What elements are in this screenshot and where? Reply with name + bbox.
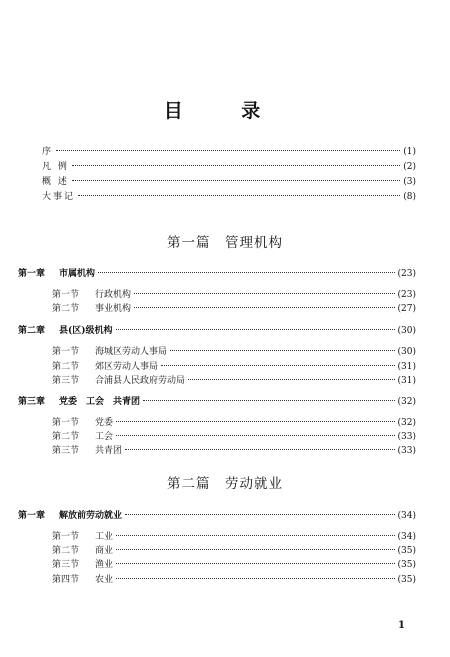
section-name: 渔业 xyxy=(95,560,114,570)
section-number: 第三节 xyxy=(52,376,80,386)
dot-leader xyxy=(143,400,394,401)
chapter-page: (32) xyxy=(397,397,416,407)
section-name: 工会 xyxy=(95,432,114,442)
toc-section xyxy=(52,361,416,373)
section-page: (33) xyxy=(397,432,416,442)
section-name: 合浦县人民政府劳动局 xyxy=(95,376,186,386)
toc-section xyxy=(52,375,416,387)
section-number: 第四节 xyxy=(52,575,80,585)
section-page: (32) xyxy=(397,418,416,428)
toc-section xyxy=(52,431,416,443)
section-number: 第二节 xyxy=(52,362,80,372)
chapter-name: 解放前劳动就业 xyxy=(59,511,123,521)
part-title: 第一篇 管理机构 xyxy=(167,235,283,251)
toc-section xyxy=(52,417,416,429)
chapter-page: (34) xyxy=(397,511,416,521)
toc-section xyxy=(52,531,416,543)
section-page: (34) xyxy=(397,532,416,542)
dot-leader xyxy=(116,549,394,550)
toc-section xyxy=(52,574,416,586)
entry-page: (2) xyxy=(403,162,416,172)
section-name: 事业机构 xyxy=(95,304,132,314)
dot-leader xyxy=(116,535,394,536)
section-name: 商业 xyxy=(95,546,114,556)
dot-leader xyxy=(125,514,394,515)
chapter-name: 县(区)级机构 xyxy=(59,326,113,336)
toc-section xyxy=(52,545,416,557)
section-number: 第二节 xyxy=(52,546,80,556)
section-page: (30) xyxy=(397,347,416,357)
toc-section xyxy=(52,346,416,358)
section-name: 工业 xyxy=(95,532,114,542)
toc-section xyxy=(52,303,416,315)
section-number: 第二节 xyxy=(52,432,80,442)
dot-leader xyxy=(98,272,394,273)
dot-leader xyxy=(72,180,400,181)
section-page: (23) xyxy=(397,290,416,300)
section-page: (35) xyxy=(397,575,416,585)
dot-leader xyxy=(72,165,400,166)
section-number: 第一节 xyxy=(52,532,80,542)
dot-leader xyxy=(134,293,394,294)
chapter-name: 市属机构 xyxy=(59,269,96,279)
toc-title: 目 录 xyxy=(163,100,287,122)
dot-leader xyxy=(116,421,394,422)
entry-label: 序 xyxy=(42,147,54,157)
section-number: 第一节 xyxy=(52,347,80,357)
chapter-page: (30) xyxy=(397,326,416,336)
dot-leader xyxy=(125,449,394,450)
entry-page: (3) xyxy=(403,177,416,187)
toc-chapter xyxy=(18,510,416,522)
toc-chapter xyxy=(18,268,416,280)
chapter-page: (23) xyxy=(397,269,416,279)
part-title: 第二篇 劳动就业 xyxy=(167,476,283,492)
entry-label: 凡 例 xyxy=(42,162,69,172)
section-name: 党委 xyxy=(95,418,114,428)
toc-section xyxy=(52,445,416,457)
dot-leader xyxy=(56,150,400,151)
entry-page: (1) xyxy=(403,147,416,157)
section-page: (31) xyxy=(397,376,416,386)
entry-label: 概 述 xyxy=(42,177,69,187)
toc-chapter xyxy=(18,325,416,337)
dot-leader xyxy=(170,350,394,351)
chapter-number: 第一章 xyxy=(18,511,46,521)
section-number: 第二节 xyxy=(52,304,80,314)
toc-chapter xyxy=(18,396,416,408)
toc-entry-chronicle xyxy=(42,191,416,203)
section-number: 第一节 xyxy=(52,290,80,300)
section-name: 海城区劳动人事局 xyxy=(95,347,168,357)
section-page: (35) xyxy=(397,560,416,570)
toc-entry-preface xyxy=(42,146,416,158)
dot-leader xyxy=(188,379,394,380)
toc-section xyxy=(52,559,416,571)
entry-label: 大事记 xyxy=(42,192,76,202)
dot-leader xyxy=(116,563,394,564)
dot-leader xyxy=(78,195,400,196)
section-page: (35) xyxy=(397,546,416,556)
section-name: 农业 xyxy=(95,575,114,585)
chapter-number: 第三章 xyxy=(18,397,46,407)
chapter-name: 党委 工会 共青团 xyxy=(59,397,141,407)
section-name: 共青团 xyxy=(95,446,123,456)
chapter-number: 第一章 xyxy=(18,269,46,279)
dot-leader xyxy=(134,307,394,308)
section-page: (27) xyxy=(397,304,416,314)
section-name: 行政机构 xyxy=(95,290,132,300)
toc-section xyxy=(52,289,416,301)
dot-leader xyxy=(116,329,395,330)
section-number: 第三节 xyxy=(52,560,80,570)
section-page: (31) xyxy=(397,362,416,372)
section-page: (33) xyxy=(397,446,416,456)
entry-page: (8) xyxy=(403,192,416,202)
page-number: 1 xyxy=(398,620,405,631)
section-number: 第一节 xyxy=(52,418,80,428)
toc-entry-guide xyxy=(42,161,416,173)
chapter-number: 第二章 xyxy=(18,326,46,336)
dot-leader xyxy=(116,578,394,579)
section-name: 郊区劳动人事局 xyxy=(95,362,159,372)
toc-entry-overview xyxy=(42,176,416,188)
dot-leader xyxy=(161,365,394,366)
section-number: 第三节 xyxy=(52,446,80,456)
dot-leader xyxy=(116,435,394,436)
